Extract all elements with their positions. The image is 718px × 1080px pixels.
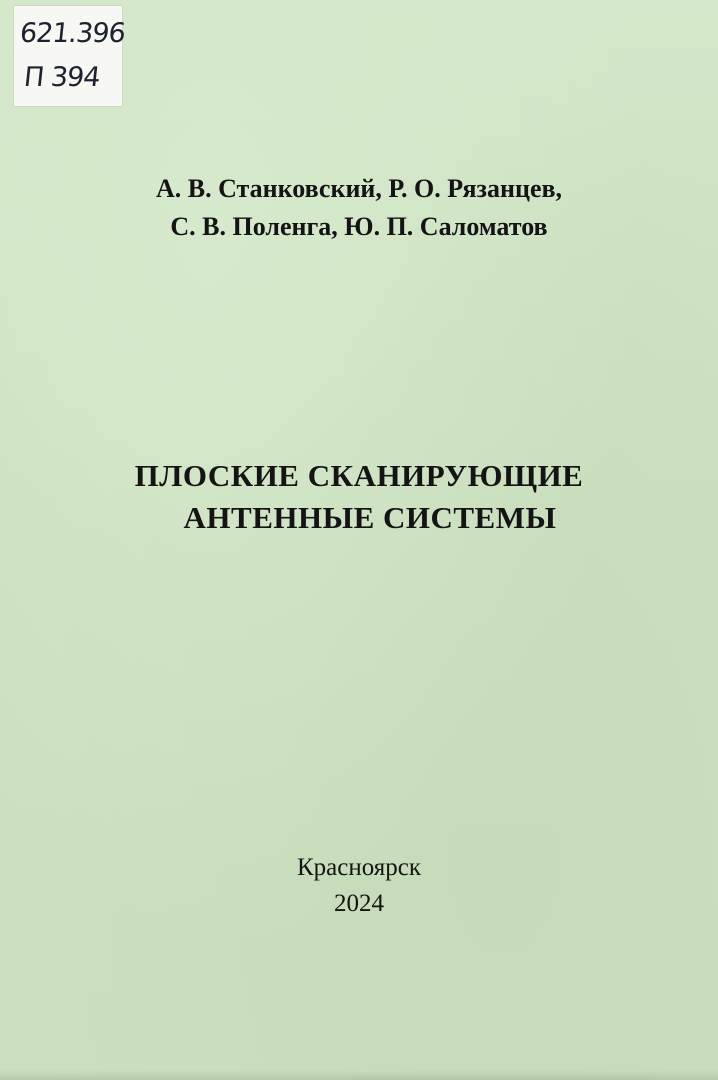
publication-year: 2024 <box>334 890 384 917</box>
call-number-label <box>14 6 127 106</box>
authors-line: С. В. Поленга, Ю. П. Саломатов <box>170 212 548 241</box>
book-title <box>0 455 718 539</box>
title-line: АНТЕННЫЕ СИСТЕМЫ <box>183 500 557 535</box>
authors-block <box>0 170 718 246</box>
title-line: ПЛОСКИЕ СКАНИРУЮЩИЕ <box>134 458 584 493</box>
authors-line: А. В. Станковский, Р. О. Рязанцев, <box>155 174 563 203</box>
scan-edge-shadow <box>0 1070 718 1080</box>
author-mark: П 394 <box>22 62 102 93</box>
imprint-block <box>0 850 718 922</box>
classification-code: 621.396 <box>18 18 127 49</box>
publication-city: Красноярск <box>296 854 421 881</box>
